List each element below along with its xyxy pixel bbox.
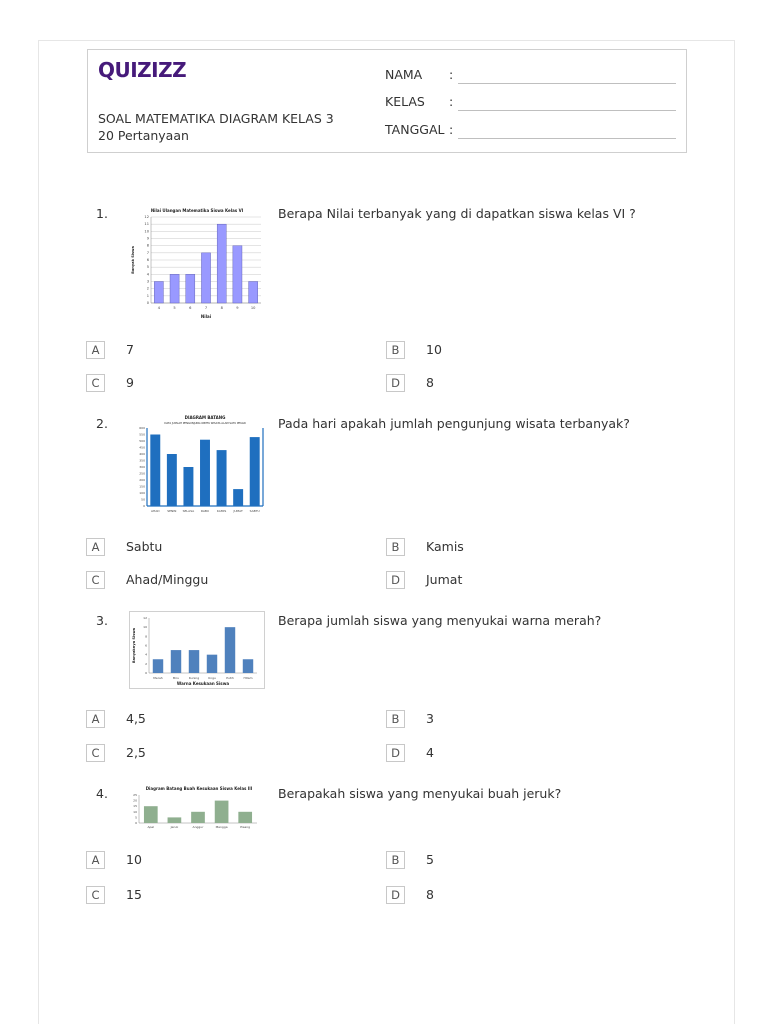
option-text: 3 (426, 711, 434, 726)
option-letter: A (86, 710, 105, 728)
bar-sabtu (250, 437, 260, 506)
name-label: NAMA (385, 67, 423, 82)
question-text: Berapakah siswa yang menyukai buah jeruk? (278, 786, 562, 801)
x-tick-label: Hitam (243, 676, 253, 680)
y-tick-label: 500 (139, 439, 145, 443)
question-text: Berapa Nilai terbanyak yang di dapatkan siswa kelas VI ? (278, 206, 636, 221)
y-axis-label: Banyaknya Siswa (132, 627, 136, 664)
x-tick-label: Anggur (192, 825, 204, 829)
chart-title: DIAGRAM BATANG (184, 415, 226, 420)
option-text: Jumat (426, 572, 463, 587)
y-tick-label: 11 (144, 222, 149, 227)
y-tick-label: 7 (146, 250, 149, 255)
chart-warna-kesukaan (129, 611, 265, 689)
option-text: 2,5 (126, 745, 146, 760)
x-tick-label: 6 (189, 306, 192, 310)
option-letter: A (86, 341, 105, 359)
y-tick-label: 0 (143, 504, 145, 508)
x-tick-label: Kuning (188, 676, 200, 680)
y-tick-label: 5 (146, 265, 149, 270)
option-letter: D (386, 374, 405, 392)
bar-senin (167, 454, 177, 506)
worksheet-page (38, 40, 735, 1024)
chart-subtitle: DATA JUMLAH PENGUNJUNG OBYEK WISATA ALAM SATU PEKAN (164, 422, 246, 425)
bar-kuning (189, 650, 199, 673)
option-letter: B (386, 341, 405, 359)
chart-title: Diagram Batang Buah Kesukaan Siswa Kelas III (145, 786, 253, 791)
y-tick-label: 600 (139, 426, 145, 430)
y-tick-label: 4 (145, 652, 147, 657)
option-text: 4 (426, 745, 434, 760)
x-tick-label: SABTU (249, 509, 260, 513)
y-tick-label: 8 (145, 634, 147, 639)
x-tick-label: Putih (226, 676, 234, 680)
y-tick-label: 10 (143, 625, 147, 630)
bar-6 (186, 274, 195, 303)
option-letter: D (386, 886, 405, 904)
option-text: Sabtu (126, 539, 163, 554)
y-tick-label: 20 (133, 798, 137, 803)
y-tick-label: 12 (143, 616, 147, 620)
y-tick-label: 1 (146, 293, 149, 298)
bar-pisang (238, 812, 252, 823)
x-tick-label: Pisang (240, 825, 251, 829)
bar-apel (144, 806, 158, 823)
y-tick-label: 4 (146, 272, 149, 277)
option-letter: A (86, 851, 105, 869)
option-letter: C (86, 374, 105, 392)
option-text: Ahad/Minggu (126, 572, 209, 587)
y-tick-label: 6 (146, 258, 149, 262)
option-letter: C (86, 744, 105, 762)
y-tick-label: 100 (139, 491, 145, 495)
bar-mangga (215, 801, 229, 823)
bar-7 (201, 253, 210, 303)
date-line[interactable] (458, 138, 676, 139)
bar-hitam (243, 659, 253, 673)
bar-jumat (233, 489, 243, 506)
y-tick-label: 150 (139, 484, 145, 489)
x-tick-label: Apel (147, 825, 155, 829)
bar-4 (154, 282, 163, 304)
class-line[interactable] (458, 110, 676, 111)
option-text: 15 (126, 887, 142, 902)
y-tick-label: 15 (133, 804, 137, 809)
bar-kamis (217, 450, 227, 506)
x-tick-label: 7 (204, 306, 208, 310)
option-text: 8 (426, 887, 434, 902)
y-tick-label: 0 (135, 821, 137, 825)
x-tick-label: AHAD (150, 509, 160, 513)
x-tick-label: 4 (157, 306, 161, 310)
option-text: 4,5 (126, 711, 146, 726)
y-tick-label: 9 (146, 236, 149, 241)
question-number: 4. (96, 786, 108, 801)
option-letter: C (86, 571, 105, 589)
name-line[interactable] (458, 83, 676, 84)
question-number: 3. (96, 613, 108, 628)
y-tick-label: 5 (135, 815, 137, 820)
y-tick-label: 6 (145, 643, 147, 648)
option-text: 5 (426, 852, 434, 867)
quizizz-logo: QUIZIZZ (98, 58, 187, 82)
x-tick-label: Ungu (208, 676, 216, 680)
x-tick-label: Jeruk (170, 825, 179, 829)
option-letter: C (86, 886, 105, 904)
option-letter: A (86, 538, 105, 556)
y-tick-label: 0 (146, 301, 149, 305)
x-tick-label: 9 (236, 306, 239, 310)
chart-title: Nilai Ulangan Matematika Siswa Kelas VI (150, 208, 244, 213)
bar-biru (171, 650, 181, 673)
y-tick-label: 300 (139, 465, 145, 469)
question-number: 1. (96, 206, 108, 221)
option-text: 10 (426, 342, 442, 357)
x-tick-label: KAMIS (216, 509, 227, 513)
chart-nilai-ulangan (127, 205, 267, 321)
y-tick-label: 50 (141, 497, 145, 502)
x-tick-label: Merah (153, 676, 163, 680)
y-tick-label: 350 (139, 458, 145, 463)
y-tick-label: 25 (133, 793, 137, 797)
x-tick-label: 10 (250, 306, 256, 310)
option-letter: D (386, 571, 405, 589)
bar-jeruk (168, 817, 182, 823)
x-axis-label: Warna Kesukaan Siswa (176, 681, 230, 686)
y-tick-label: 250 (139, 471, 145, 476)
option-letter: B (386, 538, 405, 556)
question-count: 20 Pertanyaan (98, 128, 189, 143)
bar-putih (225, 627, 235, 673)
chart-buah-kesukaan (127, 781, 263, 837)
y-tick-label: 550 (139, 432, 145, 437)
bar-9 (233, 246, 242, 303)
question-number: 2. (96, 416, 108, 431)
option-text: 7 (126, 342, 134, 357)
x-tick-label: Mangga (215, 825, 228, 829)
y-tick-label: 3 (146, 279, 149, 284)
option-text: 9 (126, 375, 134, 390)
y-tick-label: 2 (145, 661, 147, 666)
bar-merah (153, 659, 163, 673)
option-text: 10 (126, 852, 142, 867)
y-tick-label: 10 (133, 809, 137, 814)
option-letter: D (386, 744, 405, 762)
class-field: KELAS : (385, 94, 454, 109)
bar-ahad (150, 435, 160, 507)
y-tick-label: 0 (145, 671, 147, 675)
y-axis-label: Banyak Siswa (131, 246, 135, 274)
x-tick-label: JUMAT (233, 509, 243, 513)
date-field: TANGGAL : (385, 122, 454, 137)
y-tick-label: 2 (146, 286, 149, 291)
bar-anggur (191, 812, 205, 823)
date-label: TANGGAL (385, 122, 445, 137)
bar-5 (170, 274, 179, 303)
bar-10 (249, 282, 258, 304)
quiz-title: SOAL MATEMATIKA DIAGRAM KELAS 3 (98, 111, 334, 126)
bar-ungu (207, 655, 217, 673)
x-tick-label: RABU (200, 509, 210, 513)
bar-selasa (183, 467, 193, 506)
x-tick-label: Biru (172, 676, 180, 680)
y-tick-label: 12 (144, 215, 149, 219)
option-letter: B (386, 851, 405, 869)
y-tick-label: 8 (146, 243, 149, 248)
option-letter: B (386, 710, 405, 728)
class-label: KELAS (385, 94, 425, 109)
x-axis-label: Nilai (200, 314, 212, 319)
y-tick-label: 200 (139, 478, 145, 482)
name-field: NAMA : (385, 67, 454, 82)
y-tick-label: 450 (139, 445, 145, 450)
worksheet-header (87, 49, 687, 153)
question-text: Berapa jumlah siswa yang menyukai warna merah? (278, 613, 602, 628)
y-tick-label: 10 (144, 229, 149, 234)
y-tick-label: 400 (139, 452, 145, 456)
option-text: 8 (426, 375, 434, 390)
question-text: Pada hari apakah jumlah pengunjung wisata terbanyak? (278, 416, 630, 431)
bar-8 (217, 224, 226, 303)
chart-pengunjung-wisata (127, 414, 267, 518)
x-tick-label: SENIN (167, 509, 177, 513)
x-tick-label: SELASA (182, 509, 195, 513)
option-text: Kamis (426, 539, 464, 554)
x-tick-label: 5 (173, 306, 176, 310)
x-tick-label: 8 (220, 306, 223, 310)
bar-rabu (200, 440, 210, 506)
